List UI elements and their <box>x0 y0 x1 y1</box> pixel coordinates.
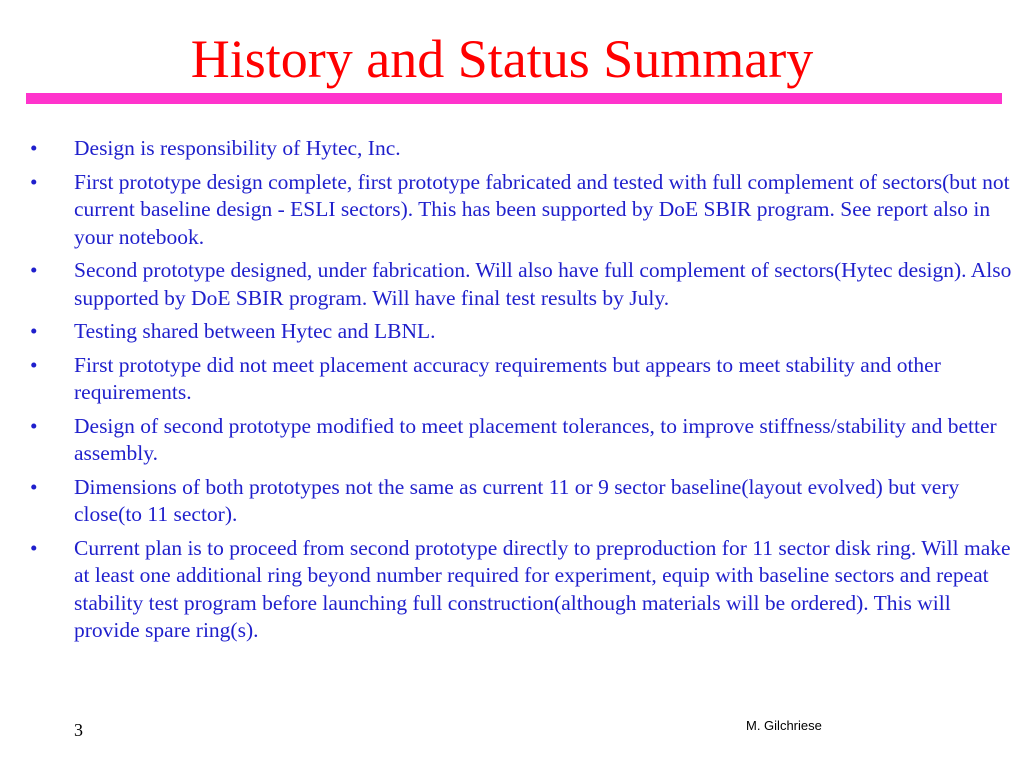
bullet-text: Second prototype designed, under fabrication. Will also have full complement of sectors(Hytec design). Also supported by DoE SBIR program. Will have final test results by July. <box>74 258 1012 310</box>
bullet-text: Design of second prototype modified to meet placement tolerances, to improve stiffness/stability and better assembly. <box>74 413 997 465</box>
bullet-item <box>24 257 1014 312</box>
bullet-item <box>24 169 1014 252</box>
bullet-icon: • <box>30 535 38 560</box>
bullet-icon: • <box>30 169 38 194</box>
bullet-icon: • <box>30 136 38 160</box>
bullet-text: First prototype design complete, first prototype fabricated and tested with full complement of sectors(but not current baseline design - ESLI sectors). This has been supported by DoE SBIR program. See report also in your notebook. <box>74 169 1010 249</box>
author-footer: M. Gilchriese <box>746 718 822 733</box>
bullet-icon: • <box>30 258 38 282</box>
bullet-item <box>24 474 1014 529</box>
bullet-text: First prototype did not meet placement accuracy requirements but appears to meet stability and other requirements. <box>74 352 941 404</box>
bullet-icon: • <box>30 319 38 343</box>
bullet-icon: • <box>30 352 38 377</box>
bullet-text: Design is responsibility of Hytec, Inc. <box>74 136 401 160</box>
bullet-icon: • <box>30 413 38 438</box>
bullet-item <box>24 535 1014 645</box>
bullet-item <box>24 135 1014 163</box>
bullet-text: Current plan is to proceed from second prototype directly to preproduction for 11 sector disk ring. Will make at least one additional ring beyond number required for experiment, equip with baseline sectors and repeat stability test program before launching full construction(although materials will be ordered). This will provide spare ring(s). <box>74 535 1011 642</box>
title-divider <box>26 93 1002 104</box>
bullet-item <box>24 352 1014 407</box>
bullet-item <box>24 318 1014 346</box>
bullet-text: Dimensions of both prototypes not the same as current 11 or 9 sector baseline(layout evolved) but very close(to 11 sector). <box>74 474 960 526</box>
bullet-icon: • <box>30 474 38 499</box>
bullet-text: Testing shared between Hytec and LBNL. <box>74 319 436 343</box>
bullet-list <box>24 135 1014 651</box>
slide-title: History and Status Summary <box>190 29 814 89</box>
bullet-item <box>24 413 1014 468</box>
page-number: 3 <box>74 720 83 740</box>
